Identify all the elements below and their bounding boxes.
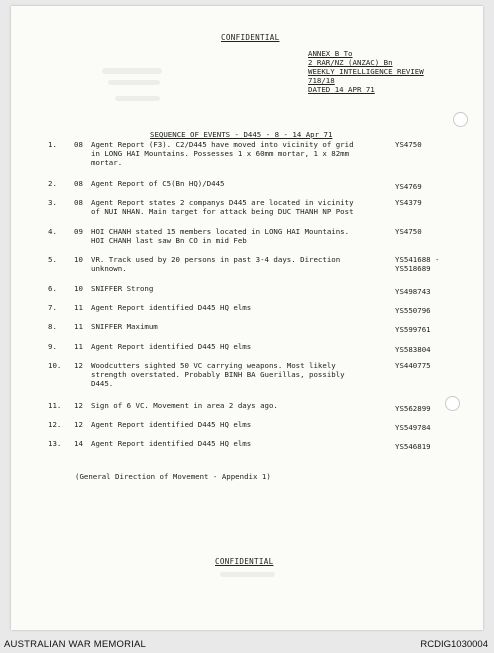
- event-text: Agent Report identified D445 HQ elms: [91, 439, 252, 448]
- event-grid-ref: YS562899: [395, 404, 431, 413]
- archive-bar: [0, 636, 494, 653]
- event-grid-ref: YS4750: [395, 140, 422, 149]
- event-date: 08: [74, 198, 83, 207]
- event-number: 5.: [48, 255, 57, 264]
- event-number: 12.: [48, 420, 62, 429]
- classification-top: CONFIDENTIAL: [221, 33, 280, 42]
- event-date: 10: [74, 284, 83, 293]
- event-number: 11.: [48, 401, 62, 410]
- event-date: 14: [74, 439, 83, 448]
- event-date: 12: [74, 420, 83, 429]
- event-date: 09: [74, 227, 83, 236]
- section-title: SEQUENCE OF EVENTS - D445 - 8 - 14 Apr 71: [150, 130, 333, 139]
- event-grid-ref: YS583804: [395, 345, 431, 354]
- event-text: Agent Report identified D445 HQ elms: [91, 420, 252, 429]
- annex-line: WEEKLY INTELLIGENCE REVIEW: [308, 67, 424, 76]
- event-text: Agent Report identified D445 HQ elms: [91, 342, 252, 351]
- event-date: 12: [74, 361, 83, 370]
- event-grid-ref: YS599761: [395, 325, 431, 334]
- event-number: 10.: [48, 361, 62, 370]
- event-number: 13.: [48, 439, 62, 448]
- event-text: Agent Report states 2 companys D445 are located in vicinity of NUI NHAN. Main target for attack being DUC THANH NP Post: [91, 198, 354, 216]
- event-date: 08: [74, 140, 83, 149]
- event-number: 3.: [48, 198, 57, 207]
- annex-line: DATED 14 APR 71: [308, 85, 375, 94]
- event-number: 2.: [48, 179, 57, 188]
- event-number: 6.: [48, 284, 57, 293]
- stamp-smudge: [220, 572, 275, 577]
- annex-line: 718/18: [308, 76, 335, 85]
- event-grid-ref: YS549784: [395, 423, 431, 432]
- event-number: 8.: [48, 322, 57, 331]
- event-text: Woodcutters sighted 50 VC carrying weapons. Most likely strength overstated. Probably BINH BA Guerillas, possibly D445.: [91, 361, 345, 388]
- classification-bottom: CONFIDENTIAL: [215, 557, 274, 566]
- archive-name: AUSTRALIAN WAR MEMORIAL: [4, 639, 147, 650]
- archive-id: RCDIG1030004: [420, 639, 488, 650]
- event-grid-ref: YS440775: [395, 361, 431, 370]
- event-date: 12: [74, 401, 83, 410]
- event-date: 11: [74, 322, 83, 331]
- event-grid-ref: YS4750: [395, 227, 422, 236]
- event-text: SNIFFER Strong: [91, 284, 154, 293]
- event-text: SNIFFER Maximum: [91, 322, 158, 331]
- event-date: 11: [74, 342, 83, 351]
- event-grid-ref: YS4769: [395, 182, 422, 191]
- event-grid-ref: YS4379: [395, 198, 422, 207]
- event-date: 10: [74, 255, 83, 264]
- event-text: Agent Report (F3). C2/D445 have moved into vicinity of grid in LONG HAI Mountains. Possesses 1 x 60mm mortar, 1 x 82mm mortar.: [91, 140, 354, 167]
- annex-line: ANNEX B To: [308, 49, 353, 58]
- event-date: 08: [74, 179, 83, 188]
- footer-note: (General Direction of Movement - Appendix 1): [75, 472, 271, 481]
- event-text: Agent Report of C5(Bn HQ)/D445: [91, 179, 225, 188]
- event-number: 7.: [48, 303, 57, 312]
- event-grid-ref: YS498743: [395, 287, 431, 296]
- event-grid-ref: YS550796: [395, 306, 431, 315]
- event-number: 4.: [48, 227, 57, 236]
- event-text: Agent Report identified D445 HQ elms: [91, 303, 252, 312]
- event-grid-ref: YS541688 - YS518689: [395, 255, 440, 273]
- event-text: Sign of 6 VC. Movement in area 2 days ago.: [91, 401, 278, 410]
- annex-line: 2 RAR/NZ (ANZAC) Bn: [308, 58, 393, 67]
- event-number: 9.: [48, 342, 57, 351]
- event-text: VR. Track used by 20 persons in past 3-4 days. Direction unknown.: [91, 255, 341, 273]
- event-number: 1.: [48, 140, 57, 149]
- event-grid-ref: YS546819: [395, 442, 431, 451]
- event-text: HOI CHANH stated 15 members located in LONG HAI Mountains. HOI CHANH last saw Bn CO in mid Feb: [91, 227, 350, 245]
- event-date: 11: [74, 303, 83, 312]
